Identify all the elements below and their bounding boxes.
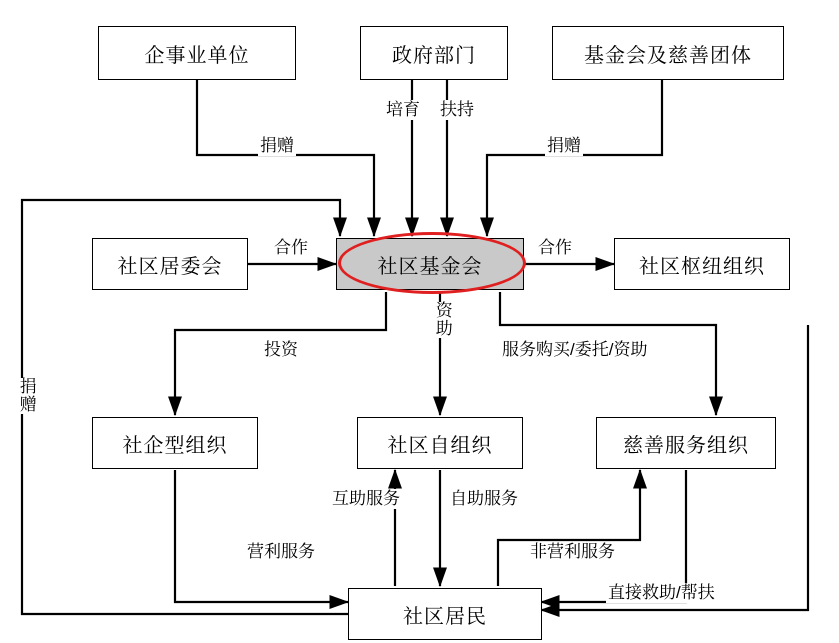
edge-label-service-purchase: 服务购买/委托/资助 <box>502 340 648 359</box>
node-community-people-label: 社区居民 <box>403 605 487 628</box>
edge-label-mutual-service: 互助服务 <box>332 489 400 508</box>
edge-label-cooperate-left: 合作 <box>274 238 308 257</box>
node-social-enterprise[interactable] <box>92 417 258 469</box>
node-community-people[interactable] <box>348 588 542 640</box>
node-enterprise-label: 企事业单位 <box>144 44 250 67</box>
edge-label-invest: 投资 <box>264 340 298 359</box>
node-foundation-charity[interactable] <box>552 26 784 80</box>
node-government[interactable] <box>360 26 508 80</box>
node-enterprise[interactable] <box>98 26 296 80</box>
edge-label-profit-service: 营利服务 <box>247 542 315 561</box>
edge-label-cooperate-right: 合作 <box>538 238 572 257</box>
node-charity-service-label: 慈善服务组织 <box>623 434 749 457</box>
edge-enterprise-to-foundation <box>197 80 374 236</box>
edge-label-direct-aid: 直接救助/帮扶 <box>608 583 715 602</box>
node-hub-org[interactable] <box>614 238 790 290</box>
node-social-enterprise-label: 社企型组织 <box>122 434 228 457</box>
edge-label-donate-right: 捐赠 <box>547 136 581 155</box>
edge-socialenterprise-to-people <box>175 470 348 602</box>
node-self-org[interactable] <box>357 417 523 469</box>
edge-label-self-service: 自助服务 <box>450 489 518 508</box>
node-hub-org-label: 社区枢纽组织 <box>639 255 765 278</box>
edge-label-nonprofit-service: 非营利服务 <box>530 542 615 561</box>
edge-people-to-charityservice <box>498 470 640 586</box>
edge-label-donate-side: 捐赠 <box>16 378 40 414</box>
edge-charity-to-foundation <box>487 80 662 236</box>
edge-label-support: 扶持 <box>440 100 474 119</box>
edge-label-funding: 资助 <box>432 302 456 338</box>
node-community-foundation[interactable] <box>336 238 524 290</box>
edge-label-nurture: 培育 <box>386 100 420 119</box>
node-residents-committee[interactable] <box>92 238 248 290</box>
node-community-foundation-label: 社区基金会 <box>377 255 483 278</box>
node-charity-service[interactable] <box>596 417 776 469</box>
node-government-label: 政府部门 <box>392 44 476 67</box>
node-foundation-charity-label: 基金会及慈善团体 <box>584 44 752 67</box>
node-self-org-label: 社区自组织 <box>387 434 493 457</box>
node-residents-committee-label: 社区居委会 <box>117 255 223 278</box>
edge-label-donate-left: 捐赠 <box>260 136 294 155</box>
